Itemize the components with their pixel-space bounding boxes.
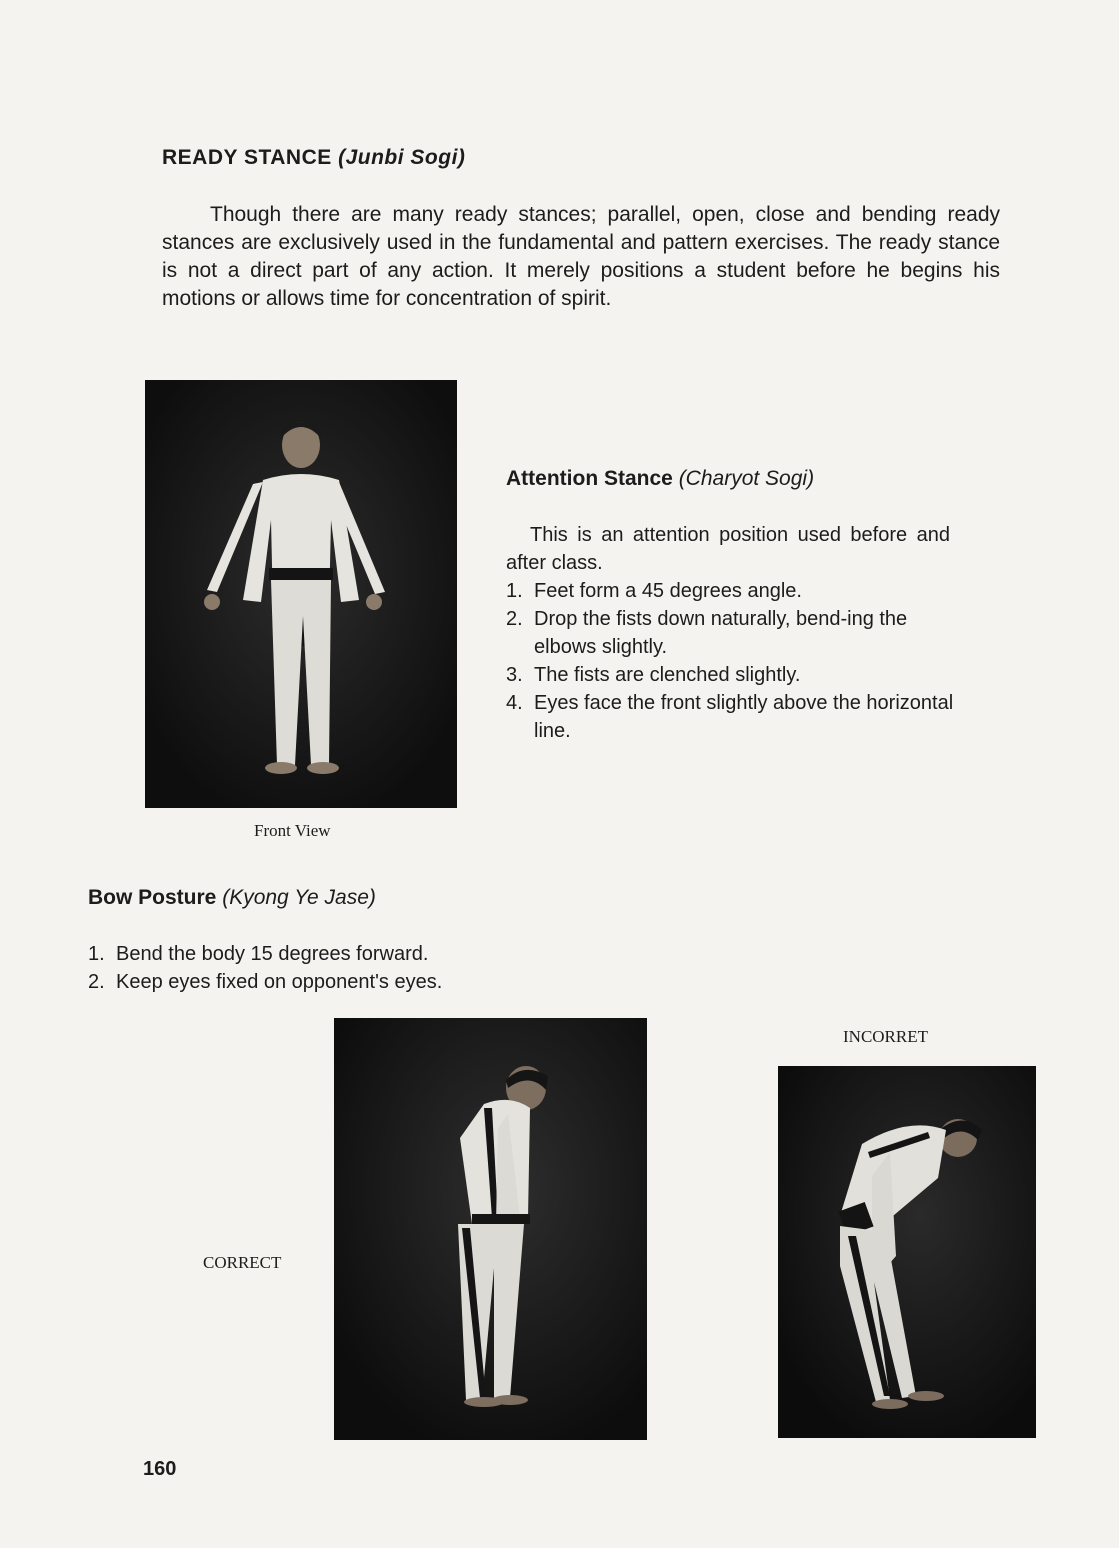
list-item: 1. Bend the body 15 degrees forward. [88, 943, 429, 965]
list-item: 2. Keep eyes fixed on opponent's eyes. [88, 971, 443, 993]
ready-stance-title-korean: (Junbi Sogi) [338, 146, 466, 169]
page-number: 160 [143, 1458, 177, 1480]
incorrect-label: INCORRET [843, 1027, 928, 1046]
correct-label: CORRECT [203, 1253, 282, 1272]
list-item: 4. Eyes face the front slightly above the horizontal line. [506, 692, 954, 742]
incorrect-bow-photo [778, 1066, 1036, 1438]
list-item: 1. Feet form a 45 degrees angle. [506, 580, 802, 602]
section-title-attention-stance [506, 467, 814, 491]
front-view-caption: Front View [254, 821, 331, 840]
list-item: 2. Drop the fists down naturally, bend-ing the elbows slightly. [506, 608, 908, 658]
bow-posture-title: Bow Posture [88, 886, 217, 909]
front-view-photo [145, 380, 457, 808]
attention-steps-list [506, 577, 954, 745]
attention-stance-title-korean: (Charyot Sogi) [678, 467, 815, 490]
ready-stance-paragraph: Though there are many ready stances; parallel, open, close and bending ready stances are exclusively used in the fundamental and pattern exercises. The ready stance is not a direct part of any action. It merely positions a student before he begins his motions or allows time for concentration of spirit. [162, 203, 1000, 310]
section-title-ready-stance [162, 146, 465, 170]
bow-steps-list [88, 940, 608, 996]
correct-bow-photo [334, 1018, 647, 1440]
list-item: 3. The fists are clenched slightly. [506, 664, 801, 686]
section-title-bow-posture [88, 886, 376, 910]
attention-intro: This is an attention position used before and after class. [506, 524, 950, 574]
attention-stance-title: Attention Stance [506, 467, 673, 490]
bow-posture-title-korean: (Kyong Ye Jase) [222, 886, 376, 909]
ready-stance-title: READY STANCE [162, 146, 332, 169]
